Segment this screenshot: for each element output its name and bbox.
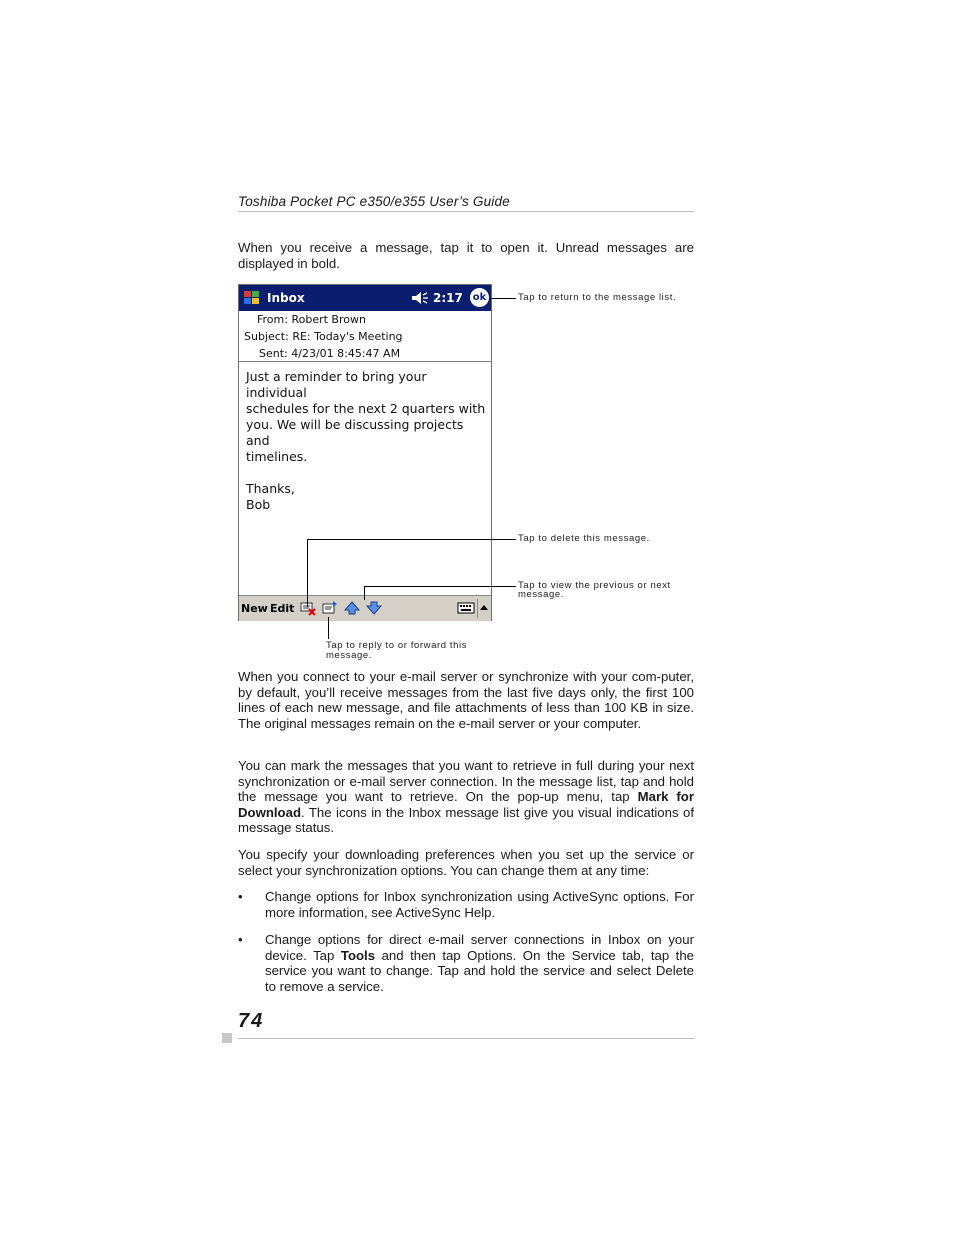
bullet-activesync: Change options for Inbox synchronization using ActiveSync options. For more information, see ActiveSync Help. <box>265 889 694 920</box>
p2-text-a: You can mark the messages that you want to retrieve in full during your next synchronization or e-mail server connection. In the message list, tap and hold the message you want to retrieve. On the pop-up menu, tap <box>238 758 694 805</box>
tools-term: Tools <box>340 947 376 963</box>
paragraph-mark-download <box>238 758 694 836</box>
message-body: Just a reminder to bring your individual schedules for the next 2 quarters with you. We will be discussing projects and timelines. Thanks, Bob <box>246 369 486 512</box>
toolbar-divider <box>477 599 478 618</box>
ok-button[interactable]: ok <box>470 288 489 307</box>
from-line: From: Robert Brown <box>257 313 366 326</box>
footer-rule <box>238 1038 694 1039</box>
p2-text-b: . The icons in the Inbox message list give you visual indications of message status. <box>238 804 694 836</box>
pocketpc-screenshot <box>238 284 492 621</box>
subject-line: Subject: RE: Today's Meeting <box>244 330 403 343</box>
sent-line: Sent: 4/23/01 8:45:47 AM <box>259 347 401 360</box>
titlebar <box>239 285 491 311</box>
running-header: Toshiba Pocket PC e350/e355 User’s Guide <box>238 194 510 209</box>
callout-line-nav-h <box>364 586 516 587</box>
callout-ok: Tap to return to the message list. <box>518 292 677 303</box>
callout-line-ok <box>490 298 516 299</box>
callout-delete: Tap to delete this message. <box>518 533 650 544</box>
paragraph-preferences: You specify your downloading preferences when you set up the service or select your synchronization options. You can change them at any time: <box>238 847 694 878</box>
callout-nav-line2: message. <box>518 589 564 600</box>
new-menu[interactable]: New <box>241 602 268 615</box>
header-rule <box>238 211 694 212</box>
footer-marker <box>222 1033 232 1043</box>
mark-for-download-term: Mark for Download <box>238 789 694 820</box>
app-title: Inbox <box>267 291 305 305</box>
callout-reply-line2: message. <box>326 650 372 661</box>
callout-reply-line1: Tap to reply to or forward this <box>326 640 468 651</box>
bullet-marker-1: • <box>238 889 243 904</box>
bullet-email-server <box>265 932 694 994</box>
paragraph-sync-defaults: When you connect to your e-mail server or synchronize with your com-puter, by default, you’ll receive messages from the last five days only, the first 100 lines of each new message, and file attachments of less than 100 KB in size. The original messages remain on the e-mail server or your computer. <box>238 669 694 731</box>
header-separator <box>239 361 491 362</box>
edit-menu[interactable]: Edit <box>270 602 295 615</box>
delete-message-icon[interactable] <box>300 600 316 616</box>
keyboard-icon[interactable] <box>457 600 475 616</box>
callout-line-nav-v <box>364 586 365 600</box>
command-bar <box>239 595 491 621</box>
input-arrow-up-icon[interactable] <box>479 600 489 616</box>
reply-forward-icon[interactable] <box>322 600 338 616</box>
callout-line-reply <box>328 617 329 639</box>
next-message-icon[interactable] <box>366 600 382 616</box>
intro-paragraph: When you receive a message, tap it to open it. Unread messages are displayed in bold. <box>238 240 694 271</box>
previous-message-icon[interactable] <box>344 600 360 616</box>
speaker-icon[interactable] <box>411 291 429 305</box>
page-number: 74 <box>238 1010 265 1032</box>
callout-nav-line1: Tap to view the previous or next <box>518 580 671 591</box>
b2-text-a: Change options for direct e-mail server connections in Inbox on your device. Tap <box>265 932 694 963</box>
clock[interactable]: 2:17 <box>433 291 463 305</box>
b2-text-b: and then tap Options. On the Service tab, tap the service you want to change. Tap and hold the service and select Delete to remove a service. <box>265 947 695 994</box>
callout-line-delete-v <box>307 539 308 607</box>
bullet-marker-2: • <box>238 932 243 947</box>
callout-line-delete-h <box>307 539 516 540</box>
windows-start-icon[interactable] <box>242 288 262 308</box>
